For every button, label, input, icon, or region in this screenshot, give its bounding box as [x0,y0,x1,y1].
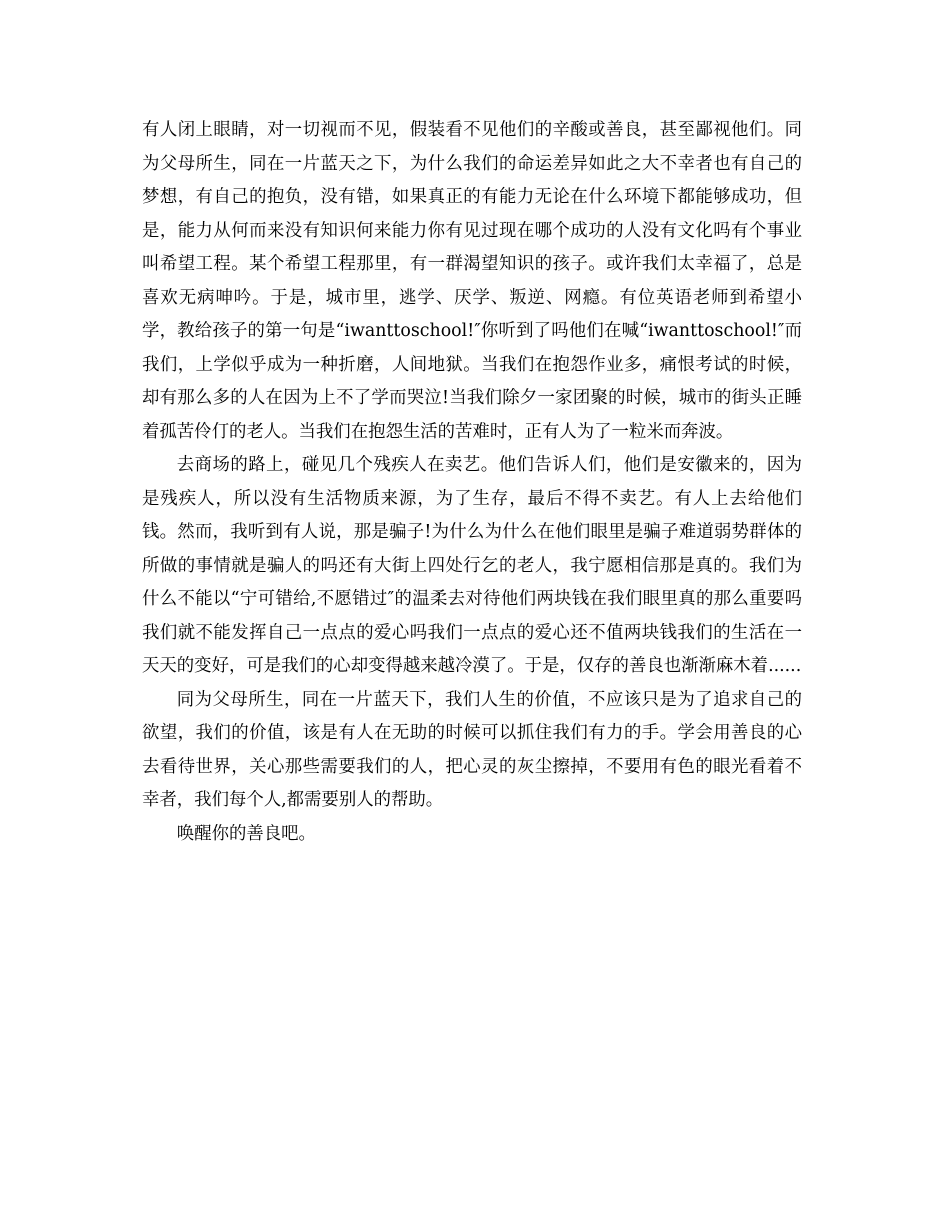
paragraph-4: 唤醒你的善良吧。 [176,823,316,844]
paragraph-1: 有人闭上眼睛，对一切视而不见，假装看不见他们的辛酸或善良，甚至鄙视他们。同为父母所生，同在一片蓝天之下，为什么我们的命运差异如此之大不幸者也有自己的梦想，有自己的抱负，没有错，如果真正的有能力无论在什么环境下都能够成功，但是，能力从何而来没有知识何来能力你有见过现在哪个成功的人没有文化吗有个事业叫希望工程。某个希望工程那里，有一群渴望知识的孩子。或许我们太幸福了，总是喜欢无病呻吟。于是，城市里，逃学、厌学、叛逆、网瘾。有位英语老师到希望小学，教给孩子的第一句是“iwanttoschool!″你听到了吗他们在喊“iwanttoschool!″而我们，上学似乎成为一种折磨，人间地狱。当我们在抱怨作业多，痛恨考试的时候，却有那么多的人在因为上不了学而哭泣!当我们除夕一家团聚的时候，城市的街头正睡着孤苦伶仃的老人。当我们在抱怨生活的苦难时，正有人为了一粒米而奔波。 [142,120,802,442]
document-body [142,114,802,851]
paragraph-3: 同为父母所生，同在一片蓝天下，我们人生的价值，不应该只是为了追求自己的欲望，我们的价值，该是有人在无助的时候可以抓住我们有力的手。学会用善良的心去看待世界，关心那些需要我们的人，把心灵的灰尘擦掉，不要用有色的眼光看着不幸者，我们每个人,都需要别人的帮助。 [142,689,802,810]
paragraph-2: 去商场的路上，碰见几个残疾人在卖艺。他们告诉人们，他们是安徽来的，因为是残疾人，所以没有生活物质来源，为了生存，最后不得不卖艺。有人上去给他们钱。然而，我听到有人说，那是骗子!为什么为什么在他们眼里是骗子难道弱势群体的所做的事情就是骗人的吗还有大街上四处行乞的老人，我宁愿相信那是真的。我们为什么不能以“宁可错给,不愿错过″的温柔去对待他们两块钱在我们眼里真的那么重要吗我们就不能发挥自己一点点的爱心吗我们一点点的爱心还不值两块钱我们的生活在一天天的变好，可是我们的心却变得越来越冷漠了。于是，仅存的善良也渐渐麻木着...... [142,455,802,676]
